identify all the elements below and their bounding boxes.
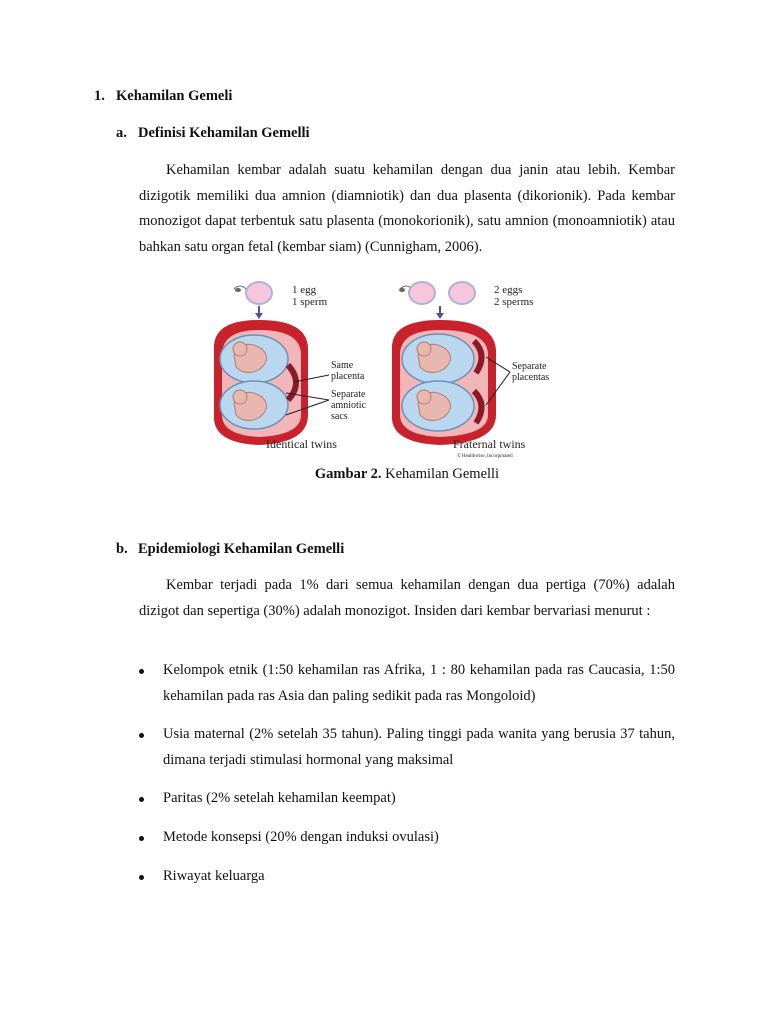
egg-one-icon — [409, 282, 435, 304]
section-number: 1. — [94, 88, 105, 104]
subsection-a-heading — [116, 125, 310, 142]
bullet-icon — [139, 836, 144, 841]
section-title: Kehamilan Gemeli — [116, 88, 233, 104]
fig-label-placentas: placentas — [512, 372, 550, 383]
subsection-a-number: a. — [116, 125, 127, 141]
fig-label-1sperm: 1 sperm — [292, 296, 328, 308]
fraternal-twins-label: Fraternal twins — [453, 437, 526, 451]
egg-two-icon — [449, 282, 475, 304]
subsection-b-title: Epidemiologi Kehamilan Gemelli — [138, 541, 345, 557]
epidemiology-bullet-list — [139, 658, 675, 889]
subsection-b-number: b. — [116, 541, 128, 557]
fig-label-placenta: placenta — [331, 371, 365, 382]
list-item: Metode konsepsi (20% dengan induksi ovulasi) — [139, 825, 675, 851]
list-item: Paritas (2% setelah kehamilan keempat) — [139, 786, 675, 812]
list-item: Riwayat keluarga — [139, 864, 675, 890]
fig-label-1egg: 1 egg — [292, 284, 317, 296]
subsection-a-title: Definisi Kehamilan Gemelli — [138, 125, 310, 141]
bullet-icon — [139, 733, 144, 738]
fig-label-separate-2: Separate — [512, 361, 547, 372]
figure-caption — [139, 466, 675, 483]
identical-twins-label: Identical twins — [266, 437, 337, 451]
single-egg-icon — [246, 282, 272, 304]
section-heading — [94, 88, 232, 105]
fig-label-separate: Separate — [331, 389, 366, 400]
subsection-b-heading — [116, 541, 344, 558]
definition-paragraph: Kehamilan kembar adalah suatu kehamilan dengan dua janin atau lebih. Kembar dizigotik memiliki dua amnion (diamniotik) dan dua plasenta (dikorionik). Pada kembar monozigot dapat terbentuk satu plasenta (monokorionik), satu amnion (monoamniotik) atau bahkan satu organ fetal (kembar siam) (Cunnigham, 2006). — [139, 162, 675, 255]
fraternal-twins-diagram — [392, 282, 510, 445]
fig-label-same: Same — [331, 360, 354, 371]
fig-label-2eggs: 2 eggs — [494, 284, 523, 296]
figure-credit: © Healthwise, Incorporated — [457, 454, 513, 459]
list-item: Usia maternal (2% setelah 35 tahun). Paling tinggi pada wanita yang berusia 37 tahun, dimana terjadi stimulasi hormonal yang maksimal — [139, 722, 675, 773]
list-item: Kelompok etnik (1:50 kehamilan ras Afrika, 1 : 80 kehamilan pada ras Caucasia, 1:50 kehamilan pada ras Asia dan paling sedikit pada ras Mongoloid) — [139, 658, 675, 709]
fig-label-sacs: sacs — [331, 411, 348, 422]
twins-illustration — [204, 275, 566, 460]
bullet-icon — [139, 875, 144, 880]
bullet-icon — [139, 669, 144, 674]
caption-text: Kehamilan Gemelli — [381, 466, 500, 482]
arrow-down-icon — [436, 313, 444, 319]
caption-prefix: Gambar 2. — [314, 466, 382, 482]
fig-label-2sperms: 2 sperms — [494, 296, 534, 308]
arrow-down-icon — [255, 313, 263, 319]
fig-label-amniotic: amniotic — [331, 400, 366, 411]
epidemiology-paragraph: Kembar terjadi pada 1% dari semua kehamilan dengan dua pertiga (70%) adalah dizigot dan sepertiga (30%) adalah monozigot. Insiden dari kembar bervariasi menurut : — [139, 577, 675, 619]
bullet-icon — [139, 797, 144, 802]
